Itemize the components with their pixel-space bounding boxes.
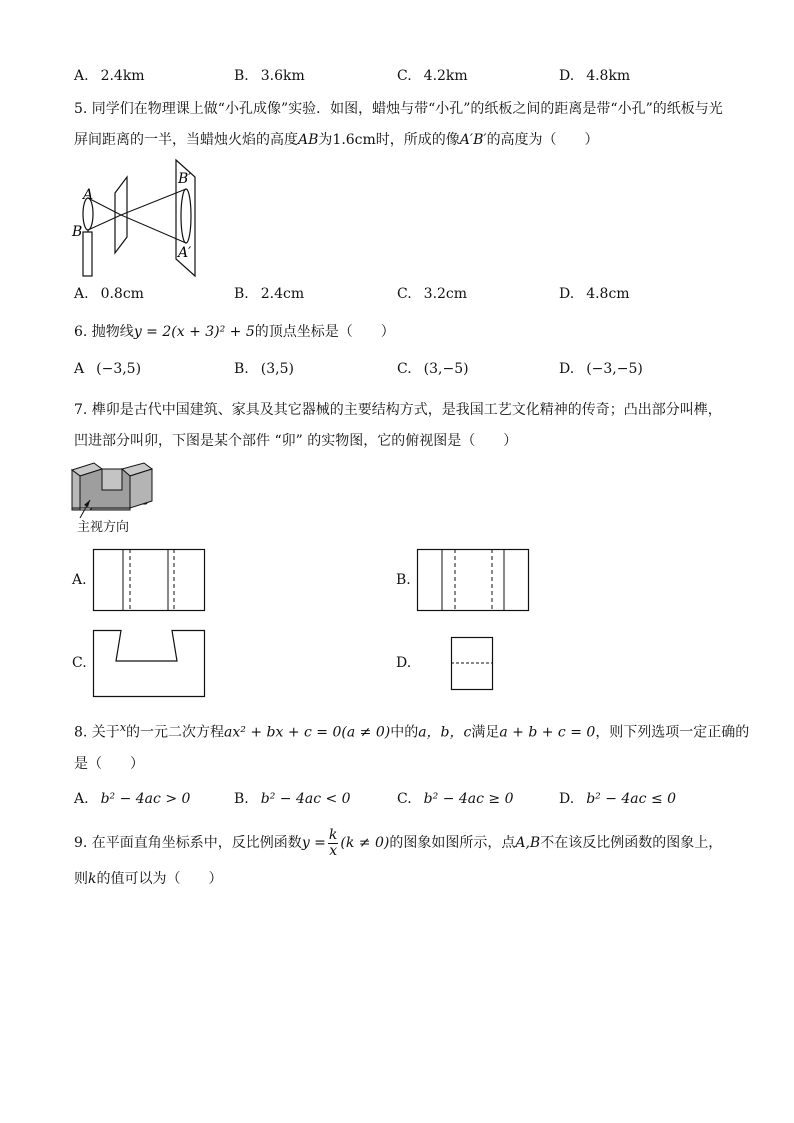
q5-option-c[interactable]: C. 3.2cm: [397, 286, 468, 302]
q5-option-a[interactable]: A. 0.8cm: [74, 286, 144, 302]
q7-direction-label: 主视方向: [77, 520, 130, 535]
q6-option-b[interactable]: B. (3,5): [234, 361, 294, 377]
q6-option-c[interactable]: C. (3,−5): [397, 361, 469, 377]
q9-fraction: $\frac{k}{x}$: [328, 826, 338, 859]
label-B-prime: B′: [178, 171, 192, 187]
q4-option-d[interactable]: D. 4.8km: [559, 68, 631, 84]
label-A-prime: A′: [178, 245, 192, 261]
q8-option-a[interactable]: A. b² − 4ac > 0: [74, 791, 191, 807]
candle-body: [83, 232, 92, 276]
q5-pinhole-figure: [70, 155, 210, 285]
q7-option-c-label[interactable]: C.: [72, 655, 87, 671]
q7-option-b-label[interactable]: B.: [396, 572, 411, 588]
q8-stem-line1: 8. 关于$^x$的一元二次方程ax² + bx + c = 0(a ≠ 0)中的a，b，c满足a + b + c = 0，则下列选项一定正确的: [74, 721, 750, 741]
q7-stem-line1: 7. 榫卯是古代中国建筑、家具及其它器械的主要结构方式，是我国工艺文化精神的传奇；凸出部分叫榫，: [74, 402, 722, 418]
q6-stem: 6. 抛物线y = 2(x + 3)² + 5的顶点坐标是（ ）: [74, 324, 395, 340]
q6-option-a[interactable]: A (−3,5): [74, 361, 142, 377]
q7-option-d-label[interactable]: D.: [396, 655, 412, 671]
q9-stem-line2: 则k的值可以为（ ）: [74, 871, 223, 887]
image-flame: [181, 189, 191, 243]
q7-option-b-figure[interactable]: [417, 549, 529, 611]
q6-option-d[interactable]: D. (−3,−5): [559, 361, 643, 377]
q7-option-c-figure[interactable]: [93, 630, 205, 697]
q4-option-a[interactable]: A. 2.4km: [74, 68, 145, 84]
label-A: A: [83, 187, 94, 203]
q5-stem-line2: 屏间距离的一半，当蜡烛火焰的高度AB为1.6cm时，所成的像A′B′的高度为（ ）: [74, 132, 599, 148]
q5-option-b[interactable]: B. 2.4cm: [234, 286, 305, 302]
q6-formula: y = 2(x + 3)² + 5: [133, 324, 255, 340]
q8-option-c[interactable]: C. b² − 4ac ≥ 0: [397, 791, 514, 807]
q7-option-a-label[interactable]: A.: [72, 572, 87, 588]
q9-stem-line1: 9. 在平面直角坐标系中，反比例函数y = $\frac{k}{x}$ (k ≠ 0)的图象如图所示，点A,B不在该反比例函数的图象上，: [74, 826, 723, 859]
q5-stem-line1: 5. 同学们在物理课上做“小孔成像”实验．如图，蜡烛与带“小孔”的纸板之间的距离是带“小孔”的纸板与光: [74, 101, 723, 117]
q8-equation: ax² + bx + c = 0(a ≠ 0): [224, 724, 391, 741]
q4-option-b[interactable]: B. 3.6km: [234, 68, 305, 84]
q7-option-d-figure[interactable]: [451, 637, 493, 690]
q5-options: [74, 286, 734, 306]
q7-option-a-figure[interactable]: [93, 549, 205, 611]
q4-options: [74, 68, 734, 88]
q7-stem-line2: 凹进部分叫卯，下图是某个部件 “卯” 的实物图，它的俯视图是（ ）: [74, 433, 518, 449]
label-B: B: [72, 224, 83, 240]
q8-stem-line2: 是（ ）: [74, 756, 144, 772]
q8-option-b[interactable]: B. b² − 4ac < 0: [234, 791, 351, 807]
q5-option-d[interactable]: D. 4.8cm: [559, 286, 630, 302]
q8-option-d[interactable]: D. b² − 4ac ≤ 0: [559, 791, 677, 807]
q8-options: [74, 791, 734, 811]
q4-option-c[interactable]: C. 4.2km: [397, 68, 468, 84]
q6-options: [74, 361, 734, 381]
